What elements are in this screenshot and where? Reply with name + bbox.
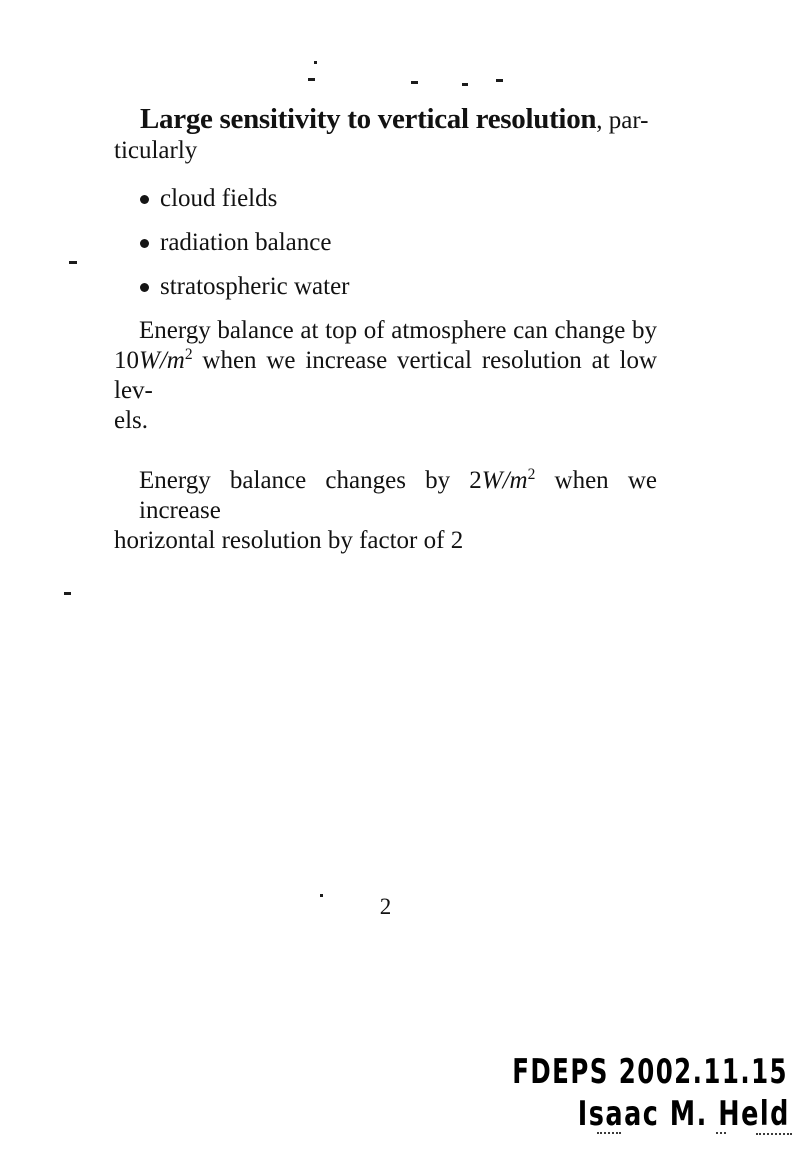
paragraph-line: Energy balance at top of atmosphere can change by — [139, 317, 657, 344]
paragraph-line: horizontal resolution by factor of 2 — [114, 527, 464, 554]
scan-speck — [314, 61, 317, 64]
scan-speck — [308, 78, 315, 81]
heading-bold-text: Large sensitivity to vertical resolution — [140, 103, 597, 135]
bullet-item-cloud-fields — [114, 184, 657, 214]
math-units-italic: W/m — [139, 347, 185, 374]
paragraph-text: Energy balance changes by — [139, 467, 470, 494]
paragraph-line — [114, 466, 657, 526]
paragraph-line: els. — [114, 407, 149, 434]
paragraph-text: when we increase — [139, 467, 657, 524]
bullet-icon — [140, 283, 149, 292]
bullet-label: cloud fields — [160, 185, 278, 212]
paragraph-horizontal-resolution — [114, 466, 657, 556]
handwriting-date: FDEPS 2002.11.15 — [512, 1052, 788, 1092]
paragraph-vertical-resolution — [114, 316, 657, 436]
scan-speck — [411, 81, 418, 84]
bullet-list — [114, 184, 657, 302]
heading-tail-text: , par- — [596, 107, 649, 134]
bullet-label: radiation balance — [160, 229, 332, 256]
handwriting-author: Isaac M. Held — [577, 1094, 790, 1134]
handwriting-dotted-underline — [597, 1132, 621, 1134]
slide-heading — [114, 104, 657, 166]
page-number: 2 — [379, 894, 392, 919]
bullet-item-radiation-balance — [114, 228, 657, 258]
scan-speck — [64, 592, 71, 595]
bullet-icon — [140, 195, 149, 204]
heading-line1 — [114, 104, 657, 136]
bullet-item-stratospheric-water — [114, 272, 657, 302]
bullet-label: stratospheric water — [160, 273, 350, 300]
scan-speck — [320, 894, 323, 897]
paragraph-text: when we increase vertical resolution at low lev- — [114, 347, 657, 404]
math-coefficient: 10 — [114, 347, 139, 374]
bullet-icon — [140, 239, 149, 248]
page-content — [114, 104, 657, 556]
math-exponent: 2 — [527, 466, 536, 483]
heading-line2: ticularly — [114, 137, 198, 164]
scan-speck — [496, 79, 503, 82]
scan-speck — [462, 83, 468, 86]
math-units-italic: W/m — [481, 467, 528, 494]
paragraph-line — [114, 346, 657, 406]
handwriting-dotted-underline — [756, 1133, 792, 1135]
scan-speck — [69, 261, 77, 264]
math-exponent: 2 — [184, 346, 193, 363]
handwriting-dotted-underline — [716, 1132, 726, 1134]
math-coefficient: 2 — [469, 467, 482, 494]
